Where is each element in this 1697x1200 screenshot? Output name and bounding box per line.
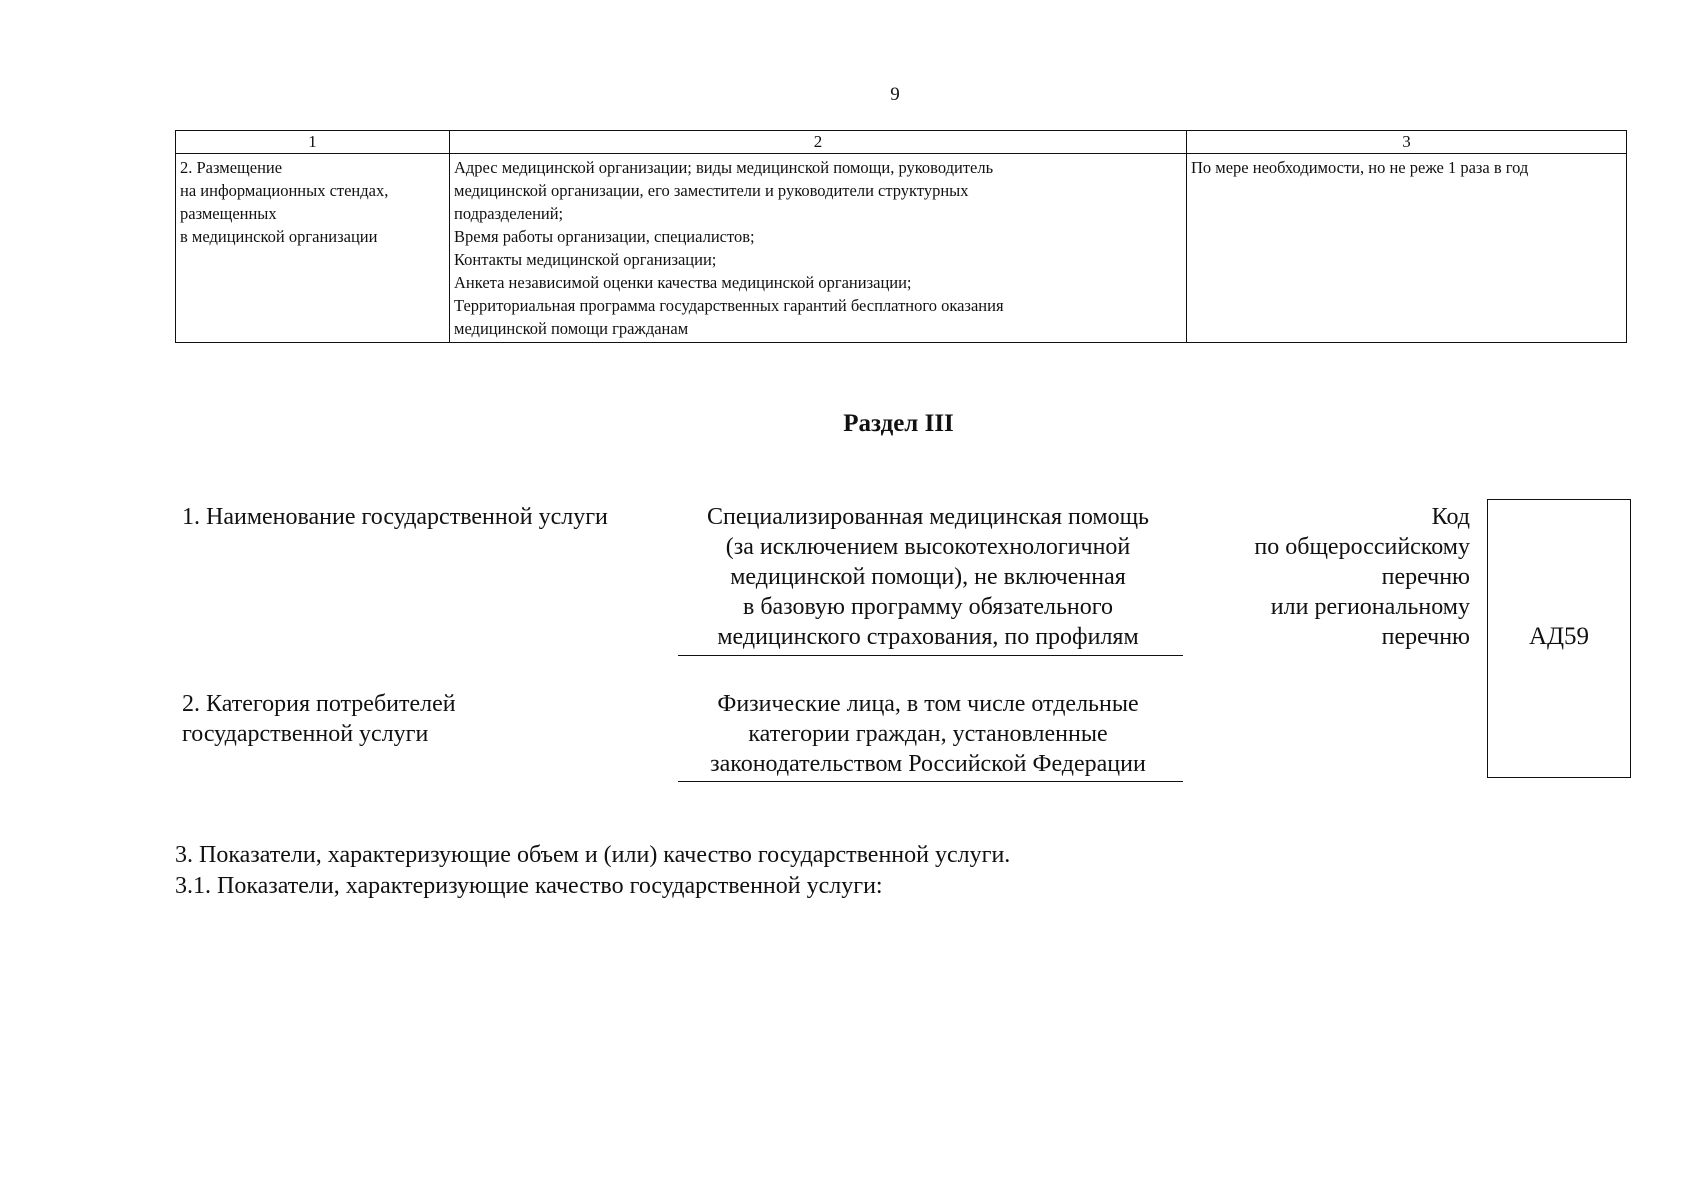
cell-line: медицинской помощи гражданам — [454, 319, 689, 338]
consumer-category-label — [182, 689, 456, 749]
cell-line: Контакты медицинской организации; — [454, 250, 717, 269]
code-label — [1190, 502, 1470, 652]
table-header-row — [176, 131, 1627, 154]
info-table — [175, 130, 1627, 343]
indicators-heading: 3. Показатели, характеризующие объем и (или) качество государственной услуги. — [175, 842, 1011, 868]
cell-line: медицинской организации, его заместители и руководители структурных — [454, 181, 969, 200]
value-line: законодательством Российской Федерации — [710, 751, 1146, 777]
cell-line: Время работы организации, специалистов; — [454, 227, 755, 246]
update-frequency-cell — [1187, 154, 1627, 343]
page-number: 9 — [890, 84, 900, 105]
consumer-category-value — [668, 689, 1188, 779]
cell-line: подразделений; — [454, 204, 564, 223]
value-line: категории граждан, установленные — [748, 721, 1108, 747]
cell-line: Анкета независимой оценки качества медицинской организации; — [454, 273, 912, 292]
code-label-line: Код — [1431, 504, 1470, 530]
code-label-line: перечню — [1381, 624, 1470, 650]
value-line: (за исключением высокотехнологичной — [725, 534, 1131, 560]
cell-line: Территориальная программа государственных гарантий бесплатного оказания — [454, 296, 1004, 315]
cell-line: на информационных стендах, — [180, 181, 389, 200]
cell-line: Адрес медицинской организации; виды медицинской помощи, руководитель — [454, 158, 994, 177]
column-header-2: 2 — [450, 131, 1187, 154]
cell-line: в медицинской организации — [180, 227, 378, 246]
column-header-3: 3 — [1187, 131, 1627, 154]
cell-line: По мере необходимости, но не реже 1 раза в год — [1191, 158, 1529, 177]
code-label-line: по общероссийскому — [1254, 534, 1470, 560]
code-label-line: или региональному — [1270, 594, 1470, 620]
column-header-1: 1 — [176, 131, 450, 154]
label-line: 2. Категория потребителей — [182, 691, 456, 717]
cell-line: размещенных — [180, 204, 277, 223]
information-content-cell — [450, 154, 1187, 343]
service-name-underline — [678, 655, 1183, 656]
value-line: медицинской помощи), не включенная — [730, 564, 1126, 590]
cell-line: 2. Размещение — [180, 158, 283, 177]
service-name-value — [668, 502, 1188, 652]
value-line: в базовую программу обязательного — [742, 594, 1113, 620]
label-line: государственной услуги — [182, 721, 429, 747]
placement-method-cell — [176, 154, 450, 343]
code-label-line: перечню — [1381, 564, 1470, 590]
consumer-category-underline — [678, 781, 1183, 782]
service-name-label: 1. Наименование государственной услуги — [182, 504, 608, 530]
table-row — [176, 154, 1627, 343]
value-line: Физические лица, в том числе отдельные — [717, 691, 1139, 717]
section-title: Раздел III — [843, 410, 954, 437]
quality-indicators-heading: 3.1. Показатели, характеризующие качество государственной услуги: — [175, 873, 883, 899]
code-value: АД59 — [1528, 623, 1590, 650]
value-line: медицинского страхования, по профилям — [717, 624, 1139, 650]
value-line: Специализированная медицинская помощь — [707, 504, 1149, 530]
